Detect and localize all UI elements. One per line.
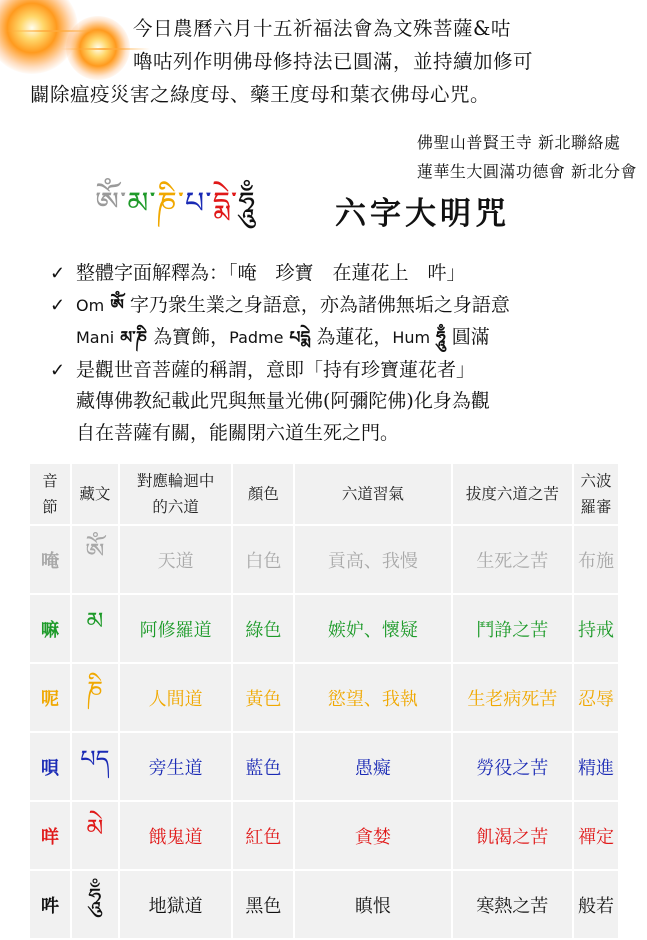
habit-cell: 瞋恨 — [294, 870, 451, 939]
hum-meaning: 圓滿 — [451, 326, 490, 348]
syllable-cell: 呢 — [29, 663, 71, 732]
mantra-syllable-ni: ཎི་ — [156, 186, 186, 221]
suffering-cell: 生老病死苦 — [452, 663, 573, 732]
mantra-syllable-hum: ཧཱུྃ — [238, 186, 257, 221]
realm-cell: 餓鬼道 — [119, 801, 233, 870]
table-row — [29, 594, 619, 663]
header-paramita: 六波羅審 — [573, 463, 619, 525]
paramita-cell: 精進 — [573, 732, 619, 801]
habit-cell: 貢高、我慢 — [294, 525, 451, 594]
table-row — [29, 663, 619, 732]
hum-tibetan: ཧཱུྃ — [436, 328, 446, 348]
tibetan-mantra — [95, 182, 256, 226]
suffering-cell: 飢渴之苦 — [452, 801, 573, 870]
tibetan-cell: པད — [71, 732, 119, 801]
realm-cell: 旁生道 — [119, 732, 233, 801]
suffering-cell: 寒熱之苦 — [452, 870, 573, 939]
color-cell: 黃色 — [232, 663, 294, 732]
realm-cell: 地獄道 — [119, 870, 233, 939]
header-realm: 對應輪迴中的六道 — [119, 463, 233, 525]
paramita-cell: 持戒 — [573, 594, 619, 663]
suffering-cell: 鬥諍之苦 — [452, 594, 573, 663]
hum-word: Hum — [392, 328, 431, 347]
tibetan-cell: ཨོཾ — [71, 525, 119, 594]
intro-line-3: 闢除瘟疫災害之綠度母、藥王度母和葉衣佛母心咒。 — [30, 83, 491, 106]
realm-cell: 阿修羅道 — [119, 594, 233, 663]
header-suffering: 拔度六道之苦 — [452, 463, 573, 525]
habit-cell: 嫉妒、懷疑 — [294, 594, 451, 663]
check-icon: ✓ — [50, 294, 66, 316]
habit-cell: 慾望、我執 — [294, 663, 451, 732]
realm-cell: 天道 — [119, 525, 233, 594]
bullet-1-text: 整體字面解釋為：「唵 珍寶 在蓮花上 吽」 — [76, 262, 466, 284]
color-cell: 白色 — [232, 525, 294, 594]
syllable-cell: 唵 — [29, 525, 71, 594]
table-row — [29, 801, 619, 870]
bullet-2-continuation — [50, 322, 640, 355]
check-icon: ✓ — [50, 263, 66, 284]
intro-line-2: 嚕咕列作明佛母修持法已圓滿，並持續加修可 — [133, 50, 534, 73]
table-header-row — [29, 463, 619, 525]
bullet-3-continuation-1: 藏傳佛教紀載此咒與無量光佛(阿彌陀佛)化身為觀 — [76, 390, 490, 412]
padme-meaning: 為蓮花， — [316, 326, 393, 348]
tibetan-cell: མེ — [71, 801, 119, 870]
mantra-syllable-pad: པ་ — [185, 186, 213, 221]
org-line-1: 佛聖山普賢王寺 新北聯絡處 — [416, 133, 621, 152]
bullet-3-text: 是觀世音菩薩的稱謂，意即「持有珍寶蓮花者」 — [76, 358, 476, 381]
header-color: 顏色 — [232, 463, 294, 525]
color-cell: 綠色 — [232, 594, 294, 663]
bullet-1 — [50, 258, 640, 290]
org-line-2: 蓮華生大圓滿功德會 新北分會 — [416, 162, 637, 181]
table-row — [29, 732, 619, 801]
realm-cell: 人間道 — [119, 663, 233, 732]
mantra-syllable-me: དྨེ་ — [212, 186, 239, 221]
intro-line-1: 今日農曆六月十五祈福法會為文殊菩薩&咕 — [133, 17, 511, 40]
bullet-2-text: 字乃衆生業之身語意，亦為諸佛無垢之身語意 — [129, 293, 510, 316]
paramita-cell: 禪定 — [573, 801, 619, 870]
bullet-2 — [50, 290, 640, 323]
mantra-syllable-om: ཨོཾ་ — [95, 186, 128, 221]
header-habit: 六道習氣 — [294, 463, 451, 525]
table-row — [29, 525, 619, 594]
tibetan-cell: ཎི — [71, 663, 119, 732]
color-cell: 紅色 — [232, 801, 294, 870]
check-icon: ✓ — [50, 359, 66, 381]
habit-cell: 貪婪 — [294, 801, 451, 870]
paramita-cell: 布施 — [573, 525, 619, 594]
table-row — [29, 870, 619, 939]
syllable-cell: 唄 — [29, 732, 71, 801]
om-word: Om — [76, 295, 105, 315]
tibetan-cell: མ — [71, 594, 119, 663]
paramita-cell: 般若 — [573, 870, 619, 939]
mani-word: Mani — [76, 328, 115, 347]
suffering-cell: 生死之苦 — [452, 525, 573, 594]
padme-word: Padme — [229, 328, 284, 347]
syllable-cell: 咩 — [29, 801, 71, 870]
syllable-cell: 嘛 — [29, 594, 71, 663]
six-syllable-table — [28, 462, 620, 940]
mantra-title: 六字大明咒 — [335, 196, 510, 232]
mantra-syllable-ma: མ་ — [127, 186, 157, 221]
tibetan-cell: ཧཱུྃ — [71, 870, 119, 939]
color-cell: 黑色 — [232, 870, 294, 939]
color-cell: 藍色 — [232, 732, 294, 801]
om-tibetan: ཨོཾ — [110, 295, 124, 316]
header-tibetan: 藏文 — [71, 463, 119, 525]
intro-paragraph — [30, 12, 630, 111]
paramita-cell: 忍辱 — [573, 663, 619, 732]
padme-tibetan: པདྨེ — [289, 328, 311, 348]
syllable-cell: 吽 — [29, 870, 71, 939]
suffering-cell: 勞役之苦 — [452, 732, 573, 801]
habit-cell: 愚癡 — [294, 732, 451, 801]
header-syllable: 音節 — [29, 463, 71, 525]
mani-meaning: 為寶飾， — [153, 326, 230, 348]
explanation-list — [50, 258, 640, 449]
bullet-3 — [50, 355, 640, 387]
bullet-3-continuation-2: 自在菩薩有關，能關閉六道生死之門。 — [76, 421, 400, 444]
mani-tibetan: མ་ཎི — [120, 328, 148, 348]
mantra-header — [95, 180, 615, 236]
organization-block — [417, 128, 637, 186]
